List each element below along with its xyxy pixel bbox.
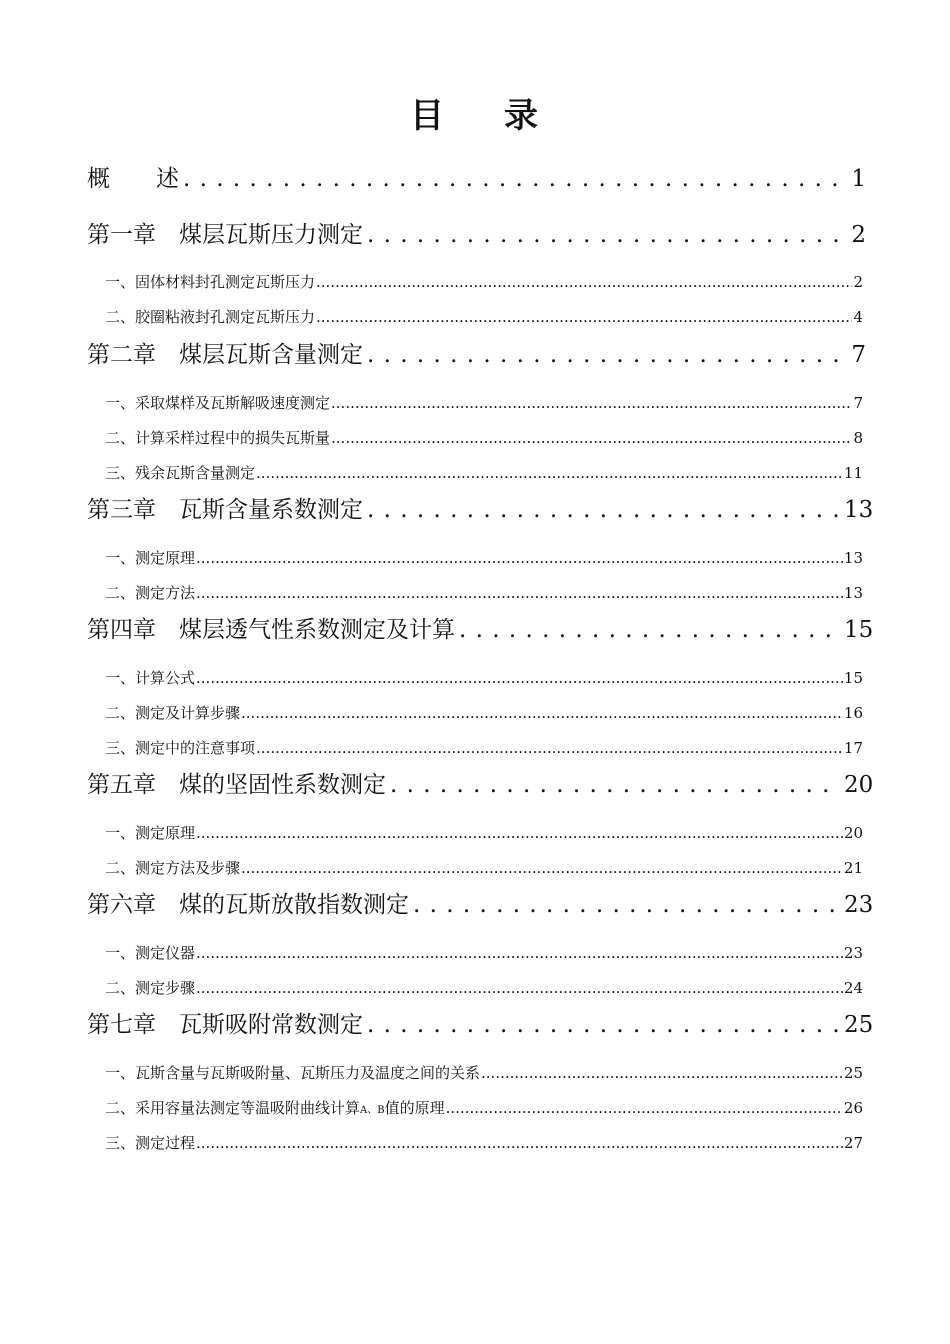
toc-page-number: 8 — [853, 429, 863, 447]
leader-dots — [196, 824, 843, 842]
separator: 、 — [367, 1105, 378, 1116]
toc-label: 二、测定方法及步骤 — [105, 859, 241, 877]
toc-label: 一、固体材料封孔测定瓦斯压力 — [105, 273, 316, 291]
leader-dots — [196, 944, 843, 962]
toc-chapter-5[interactable] — [87, 766, 874, 799]
toc-section[interactable] — [105, 306, 863, 327]
leader-dots — [256, 464, 843, 482]
toc-section[interactable] — [105, 582, 863, 603]
toc-label: 第五章 煤的坚固性系数测定 — [87, 772, 386, 798]
toc-label: 一、瓦斯含量与瓦斯吸附量、瓦斯压力及温度之间的关系 — [105, 1064, 481, 1082]
toc-label-text: 值的原理 — [384, 1099, 445, 1117]
toc-section[interactable] — [105, 1062, 863, 1083]
toc-chapter-overview[interactable] — [87, 160, 866, 193]
toc-section[interactable] — [105, 977, 863, 998]
leader-dots — [367, 222, 840, 248]
toc-section[interactable] — [105, 822, 863, 843]
toc-chapter-3[interactable] — [87, 491, 874, 524]
leader-dots — [390, 772, 840, 798]
leader-dots — [446, 1099, 843, 1117]
leader-dots — [367, 342, 840, 368]
toc-page-number: 24 — [843, 979, 863, 997]
leader-dots — [459, 617, 840, 643]
toc-page-number: 13 — [843, 584, 863, 602]
toc-label: 第二章 煤层瓦斯含量测定 — [87, 342, 363, 368]
toc-chapter-2[interactable] — [87, 336, 866, 369]
toc-section[interactable] — [105, 857, 863, 878]
toc-page-number: 21 — [843, 859, 863, 877]
toc-label: 一、采取煤样及瓦斯解吸速度测定 — [105, 394, 331, 412]
toc-page-number: 11 — [843, 464, 863, 482]
title-char-1: 目 — [410, 96, 446, 136]
toc-section[interactable] — [105, 392, 863, 413]
leader-dots — [241, 859, 843, 877]
toc-section[interactable] — [105, 547, 863, 568]
toc-label: 一、测定原理 — [105, 549, 196, 567]
toc-label: 三、测定过程 — [105, 1134, 196, 1152]
leader-dots — [367, 1012, 840, 1038]
toc-label: 二、胶圈粘液封孔测定瓦斯压力 — [105, 308, 316, 326]
leader-dots — [367, 497, 840, 523]
leader-dots — [196, 1134, 843, 1152]
toc-label: 三、测定中的注意事项 — [105, 739, 256, 757]
toc-section[interactable] — [105, 427, 863, 448]
title-char-2: 录 — [504, 96, 540, 136]
toc-page-number: 7 — [851, 342, 866, 368]
leader-dots — [331, 394, 852, 412]
symbol-b: B — [377, 1105, 385, 1116]
leader-dots — [196, 979, 843, 997]
leader-dots — [183, 166, 840, 192]
toc-section[interactable] — [105, 462, 863, 483]
leader-dots — [196, 669, 843, 687]
toc-page-number: 16 — [843, 704, 863, 722]
toc-page-number: 20 — [844, 772, 874, 798]
toc-label: 第七章 瓦斯吸附常数测定 — [87, 1012, 363, 1038]
toc-page-number: 17 — [843, 739, 863, 757]
toc-label: 第三章 瓦斯含量系数测定 — [87, 497, 363, 523]
toc-section[interactable] — [105, 942, 863, 963]
symbol-a: A — [360, 1105, 368, 1116]
toc-section[interactable] — [105, 702, 863, 723]
leader-dots — [241, 704, 843, 722]
toc-page-number: 23 — [844, 892, 874, 918]
toc-page-number: 15 — [844, 617, 874, 643]
toc-page-number: 13 — [844, 497, 874, 523]
toc-label: 二、计算采样过程中的损失瓦斯量 — [105, 429, 331, 447]
toc-page-number: 26 — [843, 1099, 863, 1117]
toc-section[interactable] — [105, 271, 863, 292]
leader-dots — [256, 739, 843, 757]
toc-page-number: 7 — [853, 394, 863, 412]
toc-chapter-1[interactable] — [87, 216, 866, 249]
leader-dots — [413, 892, 840, 918]
toc-page-number: 23 — [843, 944, 863, 962]
toc-label: 第四章 煤层透气性系数测定及计算 — [87, 617, 455, 643]
toc-chapter-6[interactable] — [87, 886, 874, 919]
toc-section[interactable] — [105, 1132, 863, 1153]
toc-label: 一、测定仪器 — [105, 944, 196, 962]
leader-dots — [196, 584, 843, 602]
toc-label: 第六章 煤的瓦斯放散指数测定 — [87, 892, 409, 918]
toc-page-number: 15 — [843, 669, 863, 687]
toc-label: 一、计算公式 — [105, 669, 196, 687]
toc-page-number: 4 — [853, 308, 863, 326]
toc-page-number: 2 — [851, 222, 866, 248]
toc-label: 第一章 煤层瓦斯压力测定 — [87, 222, 363, 248]
toc-page-number: 13 — [843, 549, 863, 567]
toc-page-number: 1 — [851, 166, 866, 192]
toc-section[interactable] — [105, 737, 863, 758]
toc-page-number: 25 — [844, 1012, 874, 1038]
toc-section[interactable] — [105, 667, 863, 688]
toc-label: 三、残余瓦斯含量测定 — [105, 464, 256, 482]
page-title — [0, 88, 950, 137]
toc-label: 二、测定方法 — [105, 584, 196, 602]
leader-dots — [481, 1064, 843, 1082]
toc-label-text: 二、采用容量法测定等温吸附曲线计算 — [105, 1099, 361, 1117]
toc-label: 概 述 — [87, 166, 179, 192]
toc-page-number: 2 — [853, 273, 863, 291]
leader-dots — [316, 273, 852, 291]
leader-dots — [316, 308, 852, 326]
toc-page-number: 20 — [843, 824, 863, 842]
toc-label — [105, 1097, 445, 1118]
toc-label: 二、测定及计算步骤 — [105, 704, 241, 722]
leader-dots — [331, 429, 852, 447]
toc-label: 一、测定原理 — [105, 824, 196, 842]
leader-dots — [196, 549, 843, 567]
toc-label: 二、测定步骤 — [105, 979, 196, 997]
toc-chapter-4[interactable] — [87, 611, 874, 644]
toc-chapter-7[interactable] — [87, 1006, 874, 1039]
toc-page-number: 27 — [843, 1134, 863, 1152]
toc-page-number: 25 — [843, 1064, 863, 1082]
toc-section[interactable] — [105, 1097, 863, 1118]
